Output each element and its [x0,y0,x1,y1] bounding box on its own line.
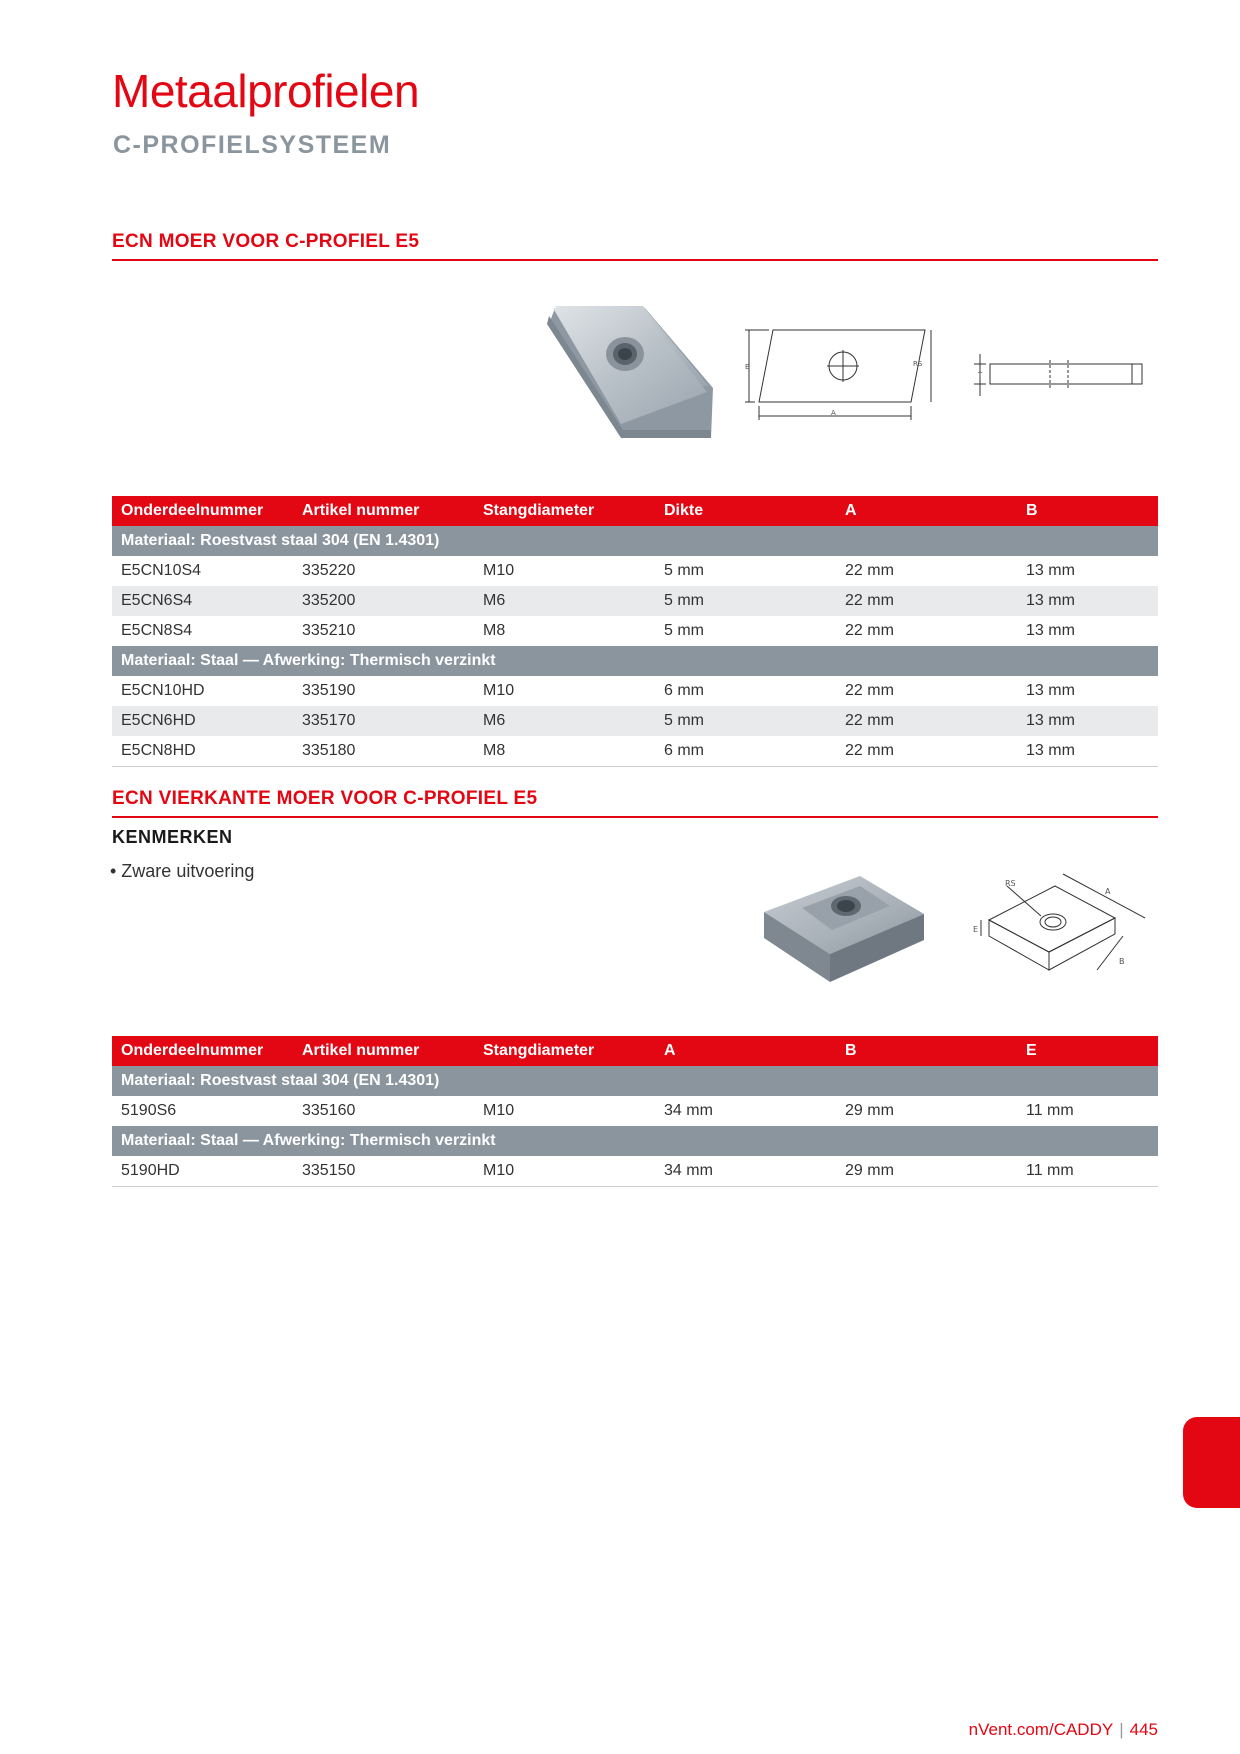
material-row [112,1066,1158,1096]
cell: 22 mm [845,682,894,699]
cell: 13 mm [1017,736,1158,767]
col-header: Onderdeelnummer [112,1036,293,1066]
cell: 13 mm [1026,622,1075,639]
cell: 13 mm [1017,586,1158,616]
table-row [112,706,1158,736]
cell: 22 mm [836,706,1017,736]
ecn-moer-spec-table [112,496,1158,767]
cell: 11 mm [1017,1156,1158,1187]
ecn-moer-side-view [968,340,1148,404]
dim-b-label-2: B [1119,957,1125,966]
col-header: B [1017,496,1158,526]
cell: 22 mm [836,586,1017,616]
material-label: Materiaal: Roestvast staal 304 (EN 1.4301) [112,526,1158,556]
dim-rs-label: RS [913,360,923,368]
cell: 5 mm [664,562,704,579]
material-label: Materiaal: Staal — Afwerking: Thermisch verzinkt [112,1126,1158,1156]
cell: 335200 [293,586,474,616]
cell: M10 [483,1102,515,1119]
page-subtitle: C-PROFIELSYSTEEM [113,131,392,159]
cell: M6 [474,586,655,616]
cell: M10 [483,562,515,579]
material-label: Materiaal: Staal — Afwerking: Thermisch verzinkt [112,646,1158,676]
table-row [112,556,1158,586]
cell: E5CN6HD [112,706,293,736]
table-row [112,616,1158,646]
dim-a-label: A [831,409,836,417]
cell: E5CN8S4 [121,622,193,639]
cell: 6 mm [664,682,704,699]
cell: M10 [483,682,515,699]
cell: 34 mm [655,1156,836,1187]
cell: 22 mm [845,622,894,639]
dim-b-label: B [745,363,750,371]
section-heading-ecn-vierkante-moer [112,788,1158,818]
cell: M6 [474,706,655,736]
table-row [112,736,1158,767]
cell: 13 mm [1026,682,1075,699]
cell: E5CN6S4 [112,586,293,616]
cell: M10 [474,1156,655,1187]
section-heading-text: ECN MOER VOOR C-PROFIEL E5 [112,231,420,252]
col-header: B [836,1036,1017,1066]
col-header: Artikel nummer [293,496,474,526]
col-header: Artikel nummer [293,1036,474,1066]
cell: 13 mm [1017,706,1158,736]
cell: 22 mm [845,562,894,579]
dim-rs-label-2: RS [1005,879,1016,888]
section-heading-text: ECN VIERKANTE MOER VOOR C-PROFIEL E5 [112,788,538,809]
square-nut-product-photo [760,868,930,986]
page-title: Metaalprofielen [112,65,420,117]
col-header: Dikte [655,496,836,526]
ecn-moer-dimension-drawing [745,322,937,422]
chapter-tab [1183,1417,1240,1508]
dim-t-label: T [978,371,983,379]
cell: 29 mm [845,1102,894,1119]
table-row [112,1096,1158,1126]
features-heading: KENMERKEN [112,827,233,847]
section-heading-ecn-moer [112,231,1158,261]
col-header: Stangdiameter [474,1036,655,1066]
cell: 5 mm [664,622,704,639]
dim-a-label-2: A [1105,887,1111,896]
cell: 34 mm [664,1102,713,1119]
cell: 5190S6 [121,1102,177,1119]
table-row [112,586,1158,616]
table-row [112,676,1158,706]
table-header-row [112,1036,1158,1066]
cell: 6 mm [655,736,836,767]
dim-e-label-2: E [973,925,979,934]
cell: 5190HD [112,1156,293,1187]
material-label: Materiaal: Roestvast staal 304 (EN 1.4301) [112,1066,1158,1096]
table-header-row [112,496,1158,526]
cell: 13 mm [1026,562,1075,579]
cell: 22 mm [836,736,1017,767]
cell: 335210 [302,622,356,639]
cell: 335220 [302,562,356,579]
cell: E5CN10HD [121,682,205,699]
ecn-moer-product-photo [545,302,715,442]
cell: 335160 [302,1102,356,1119]
cell: 5 mm [655,706,836,736]
footer-site-link[interactable]: nVent.com/CADDY [968,1720,1114,1739]
cell: 335150 [293,1156,474,1187]
page-number: 445 [1129,1720,1158,1739]
cell: M8 [483,622,506,639]
footer-separator: | [1119,1720,1124,1739]
cell: M8 [474,736,655,767]
feature-item: • Zware uitvoering [110,861,255,881]
cell: 335190 [302,682,356,699]
material-row [112,526,1158,556]
cell: 11 mm [1026,1102,1074,1119]
col-header: Stangdiameter [474,496,655,526]
cell: E5CN10S4 [121,562,202,579]
table-row [112,1156,1158,1187]
cell: 335170 [293,706,474,736]
material-row [112,646,1158,676]
cell: 29 mm [836,1156,1017,1187]
col-header: A [655,1036,836,1066]
square-nut-dimension-drawing [963,872,1163,988]
footer [969,1720,1158,1740]
cell: E5CN8HD [112,736,293,767]
square-nut-spec-table [112,1036,1158,1187]
col-header: Onderdeelnummer [112,496,293,526]
material-row [112,1126,1158,1156]
cell: 5 mm [655,586,836,616]
cell: 335180 [293,736,474,767]
col-header: E [1017,1036,1158,1066]
col-header: A [836,496,1017,526]
